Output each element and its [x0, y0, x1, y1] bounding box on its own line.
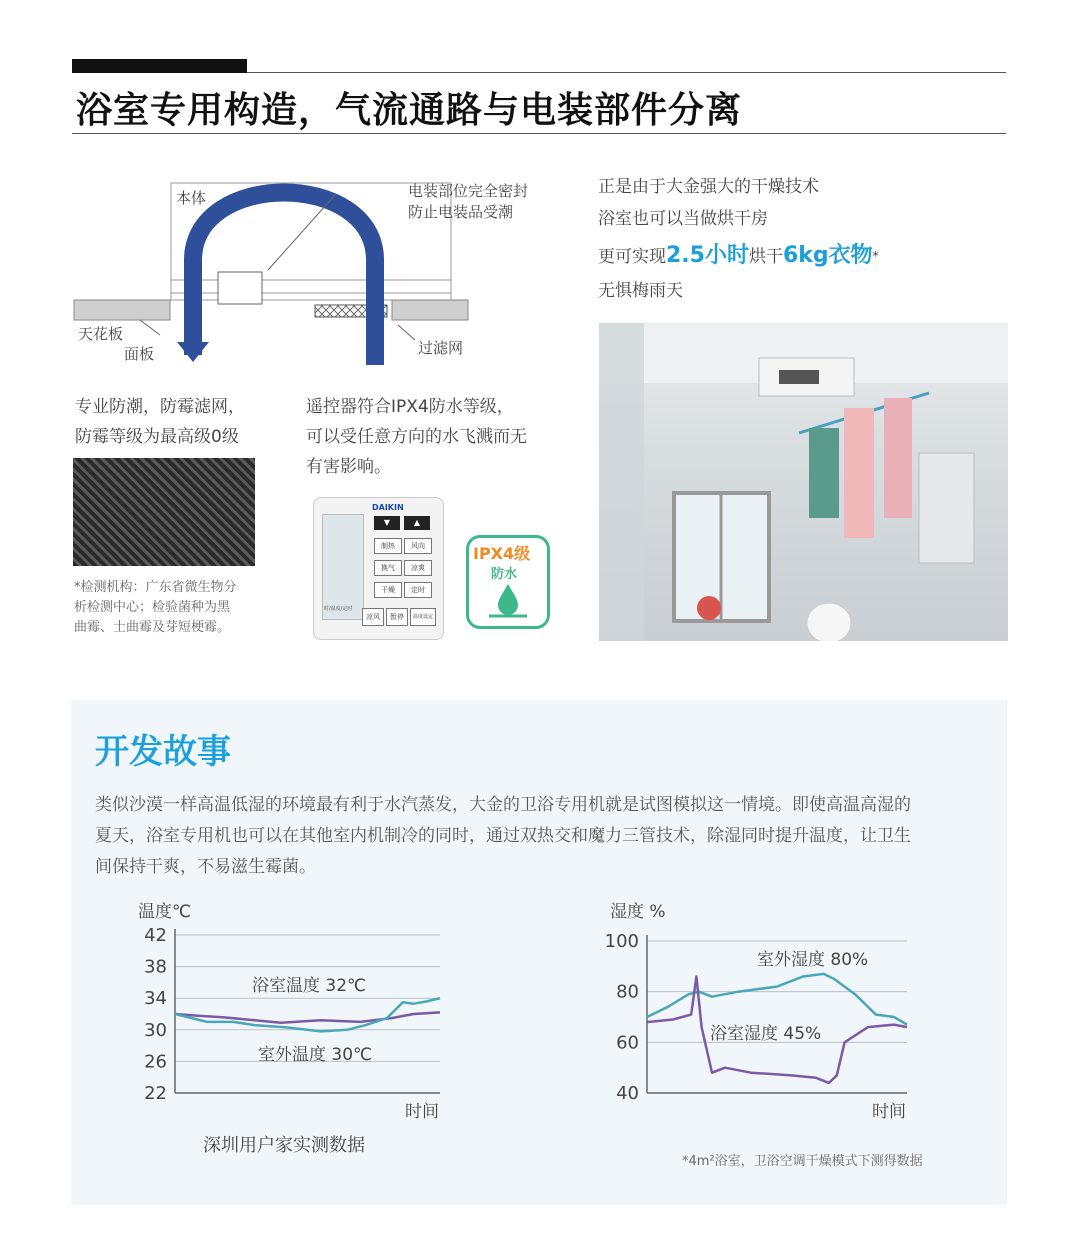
remote-screen-label: 时/温度/定时: [324, 606, 353, 612]
drying-line-2: 浴室也可以当做烘干房: [598, 209, 768, 229]
header-rule: [247, 72, 1006, 73]
y-tick-label: 42: [144, 925, 167, 946]
chart-annotation: 室外湿度 80%: [757, 950, 869, 970]
ceiling-left: [74, 300, 170, 320]
label-panel: 面板: [124, 345, 155, 363]
remote-temp-set-button: 温度设定: [410, 608, 436, 626]
leader-line: [398, 325, 415, 340]
label-body: 本体: [176, 189, 207, 207]
y-axis-label: 湿度 %: [610, 902, 666, 922]
ceiling-right: [392, 300, 468, 320]
chart-annotation: 室外温度 30℃: [258, 1045, 373, 1065]
header-bar: [72, 59, 247, 73]
y-tick-label: 30: [144, 1019, 167, 1041]
remote-text-2: 可以受任意方向的水飞溅而无: [306, 427, 527, 447]
y-tick-label: 22: [144, 1083, 167, 1104]
y-tick-label: 80: [616, 981, 639, 1003]
x-axis-label: 时间: [405, 1102, 439, 1122]
remote-up-button: ▲: [404, 516, 430, 530]
filter-text-2: 防霉等级为最高级0级: [75, 427, 239, 447]
filter-note-1: *检测机构：广东省微生物分: [74, 580, 237, 595]
caption-right: *4m²浴室，卫浴空调干燥模式下测得数据: [682, 1154, 923, 1169]
remote-text-1: 遥控器符合IPX4防水等级，: [306, 397, 514, 417]
remote-timer-button: 定时: [404, 582, 432, 598]
drying-highlight-time: 2.5小时: [666, 243, 749, 268]
title-rule: [72, 133, 1006, 134]
ipx4-badge-title: IPX4级: [473, 544, 531, 563]
ipx4-badge-sub: 防水: [491, 567, 518, 582]
story-body-line: 夏天，浴室专用机也可以在其他室内机制冷的同时，通过双热交和魔力三管技术，除湿同时提升温度，让卫生: [95, 826, 911, 846]
airflow-arrowhead: [177, 342, 209, 362]
remote-breeze-button: 凉风: [362, 608, 384, 626]
label-seal-2: 防止电装品受潮: [408, 203, 514, 221]
y-tick-label: 34: [144, 988, 167, 1010]
series-line-out: [175, 998, 440, 1031]
drying-line-1: 正是由于大金强大的干燥技术: [598, 177, 819, 197]
y-tick-label: 38: [144, 956, 167, 978]
remote-screen: [322, 514, 364, 620]
water-drop-icon: [487, 582, 529, 620]
remote-pause-button: 暂停: [386, 608, 408, 626]
remote-control-image: [313, 497, 444, 640]
label-ceiling: 天花板: [78, 325, 124, 343]
drying-asterisk: *: [872, 249, 879, 263]
filter-note-2: 析检测中心；检验菌种为黑: [74, 600, 231, 615]
filter-note-3: 曲霉、土曲霉及芽短梗霉。: [74, 620, 231, 635]
remote-brand: DAIKIN: [372, 503, 404, 512]
story-title: 开发故事: [95, 732, 231, 772]
ipx4-badge: [466, 535, 550, 629]
filter-photo: [73, 458, 255, 566]
y-tick-label: 26: [144, 1051, 167, 1073]
drying-line-3-mid: 烘干: [748, 247, 783, 267]
remote-text-3: 有害影响。: [306, 457, 391, 477]
humidity-chart: [595, 895, 935, 1125]
y-tick-label: 40: [616, 1083, 639, 1104]
label-filter: 过滤网: [418, 339, 464, 357]
story-body-line: 类似沙漠一样高温低湿的环境最有利于水汽蒸发，大金的卫浴专用机就是试图模拟这一情境。即使高温高湿的: [95, 795, 911, 815]
y-axis-label: 温度℃: [138, 902, 192, 922]
remote-down-button: ▼: [374, 516, 400, 530]
leader-line: [140, 320, 160, 335]
label-seal-1: 电装部位完全密封: [408, 182, 529, 200]
remote-dry-button: 干燥: [374, 582, 402, 598]
y-tick-label: 60: [616, 1032, 639, 1054]
drying-line-4: 无惧梅雨天: [598, 281, 683, 301]
caption-left: 深圳用户家实测数据: [203, 1135, 365, 1156]
remote-heat-button: 制热: [374, 538, 402, 554]
bathroom-photo-illustration: [599, 323, 1008, 641]
drying-highlight-weight: 6kg衣物: [782, 243, 873, 268]
electrical-box: [218, 272, 262, 304]
chart-annotation: 浴室温度 32℃: [252, 976, 367, 996]
page-title: 浴室专用构造，气流通路与电装部件分离: [76, 90, 743, 131]
y-tick-label: 100: [604, 931, 639, 952]
remote-louver-button: 风向: [404, 538, 432, 554]
story-body: [95, 790, 995, 883]
remote-vent-button: 换气: [374, 560, 402, 576]
filter-text-1: 专业防潮，防霉滤网，: [75, 397, 245, 417]
leader-line: [268, 195, 335, 270]
x-axis-label: 时间: [872, 1102, 906, 1122]
temperature-chart: [130, 895, 460, 1125]
drying-line-3-pre: 更可实现: [598, 247, 666, 267]
bathroom-photo: [599, 323, 1008, 641]
remote-cool-button: 凉爽: [404, 560, 432, 576]
chart-annotation: 浴室湿度 45%: [710, 1024, 822, 1044]
drying-line-3: [598, 241, 879, 272]
story-body-line: 间保持干爽，不易滋生霉菌。: [95, 857, 316, 877]
